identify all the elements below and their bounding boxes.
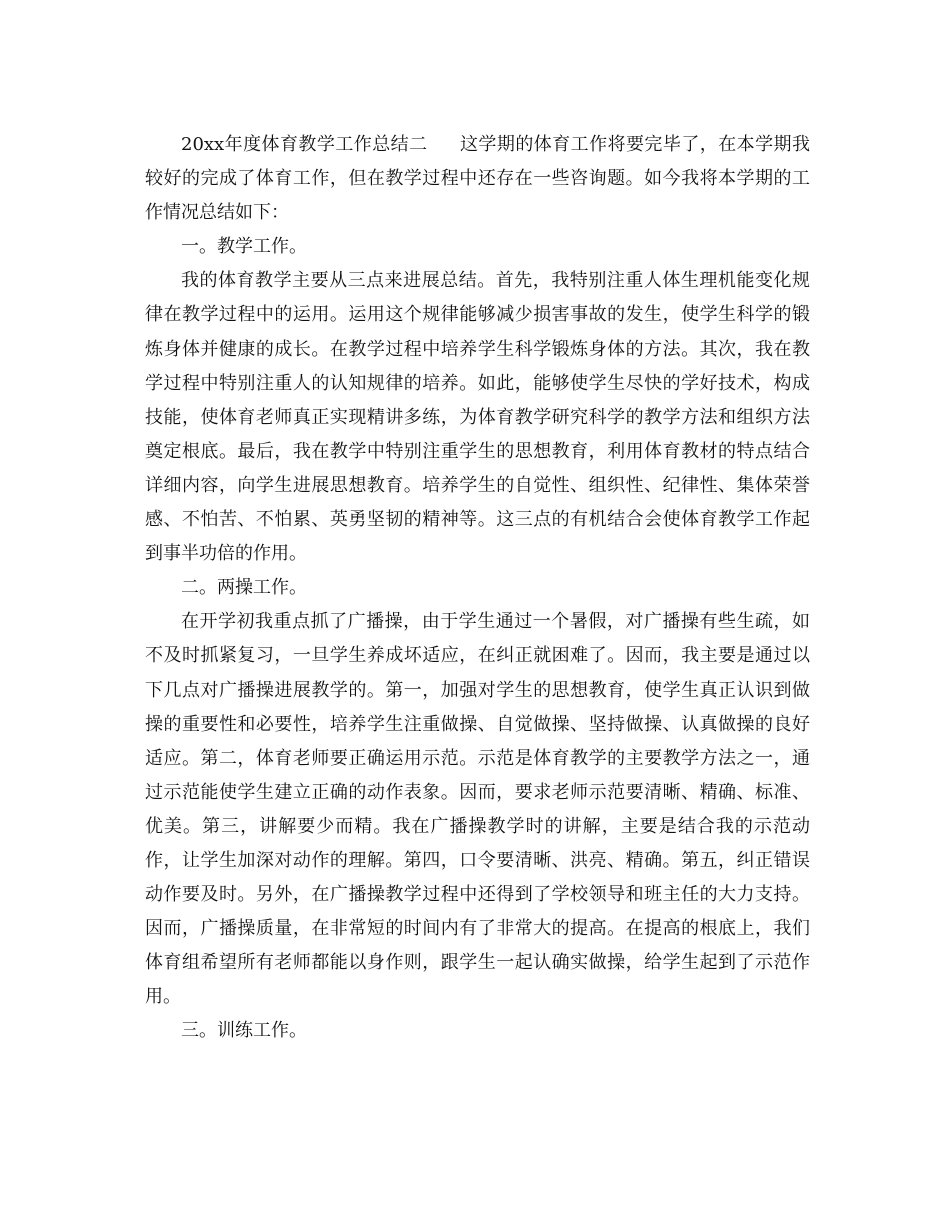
section-heading-teaching: 一。教学工作。 — [181, 236, 307, 258]
section-heading-exercises: 二。两操工作。 — [181, 577, 307, 599]
document-title: 20xx年度体育教学工作总结二 — [181, 134, 428, 155]
paragraph-teaching: 我的体育教学主要从三点来进展总结。首先，我特别注重人体生理机能变化规律在教学过程中的运用。运用这个规律能够减少损害事故的发生，使学生科学的锻炼身体并健康的成长。在教学过程中培养学生科学锻炼身体的方法。其次，我在教学过程中特别注重人的认知规律的培养。如此，能够使学生尽快的学好技术，构成技能，使体育老师真正实现精讲多练，为体育教学研究科学的教学方法和组织方法奠定根底。最后，我在教学中特别注重学生的思想教育，利用体育教材的特点结合详细内容，向学生进展思想教育。培养学生的自觉性、组织性、纪律性、集体荣誉感、不怕苦、不怕累、英勇坚韧的精神等。这三点的有机结合会使体育教学工作起到事半功倍的作用。 — [145, 270, 810, 565]
paragraph-intro-text: 这学期的体育工作将要完毕了，在本学期我较好的完成了体育工作，但在教学过程中还存在一些咨询题。如今我将本学期的工作情况总结如下： — [145, 134, 810, 224]
intro-paragraph — [145, 128, 810, 230]
document-body — [145, 128, 810, 1049]
section-heading-training: 三。训练工作。 — [181, 1020, 307, 1042]
paragraph-exercises: 在开学初我重点抓了广播操，由于学生通过一个暑假，对广播操有些生疏，如不及时抓紧复习，一旦学生养成坏适应，在纠正就困难了。因而，我主要是通过以下几点对广播操进展教学的。第一，加强对学生的思想教育，使学生真正认识到做操的重要性和必要性，培养学生注重做操、自觉做操、坚持做操、认真做操的良好适应。第二，体育老师要正确运用示范。示范是体育教学的主要教学方法之一，通过示范能使学生建立正确的动作表象。因而，要求老师示范要清晰、精确、标准、优美。第三，讲解要少而精。我在广播操教学时的讲解，主要是结合我的示范动作，让学生加深对动作的理解。第四，口令要清晰、洪亮、精确。第五，纠正错误动作要及时。另外，在广播操教学过程中还得到了学校领导和班主任的大力支持。因而，广播操质量，在非常短的时间内有了非常大的提高。在提高的根底上，我们体育组希望所有老师都能以身作则，跟学生一起认确实做操，给学生起到了示范作用。 — [145, 611, 810, 1008]
